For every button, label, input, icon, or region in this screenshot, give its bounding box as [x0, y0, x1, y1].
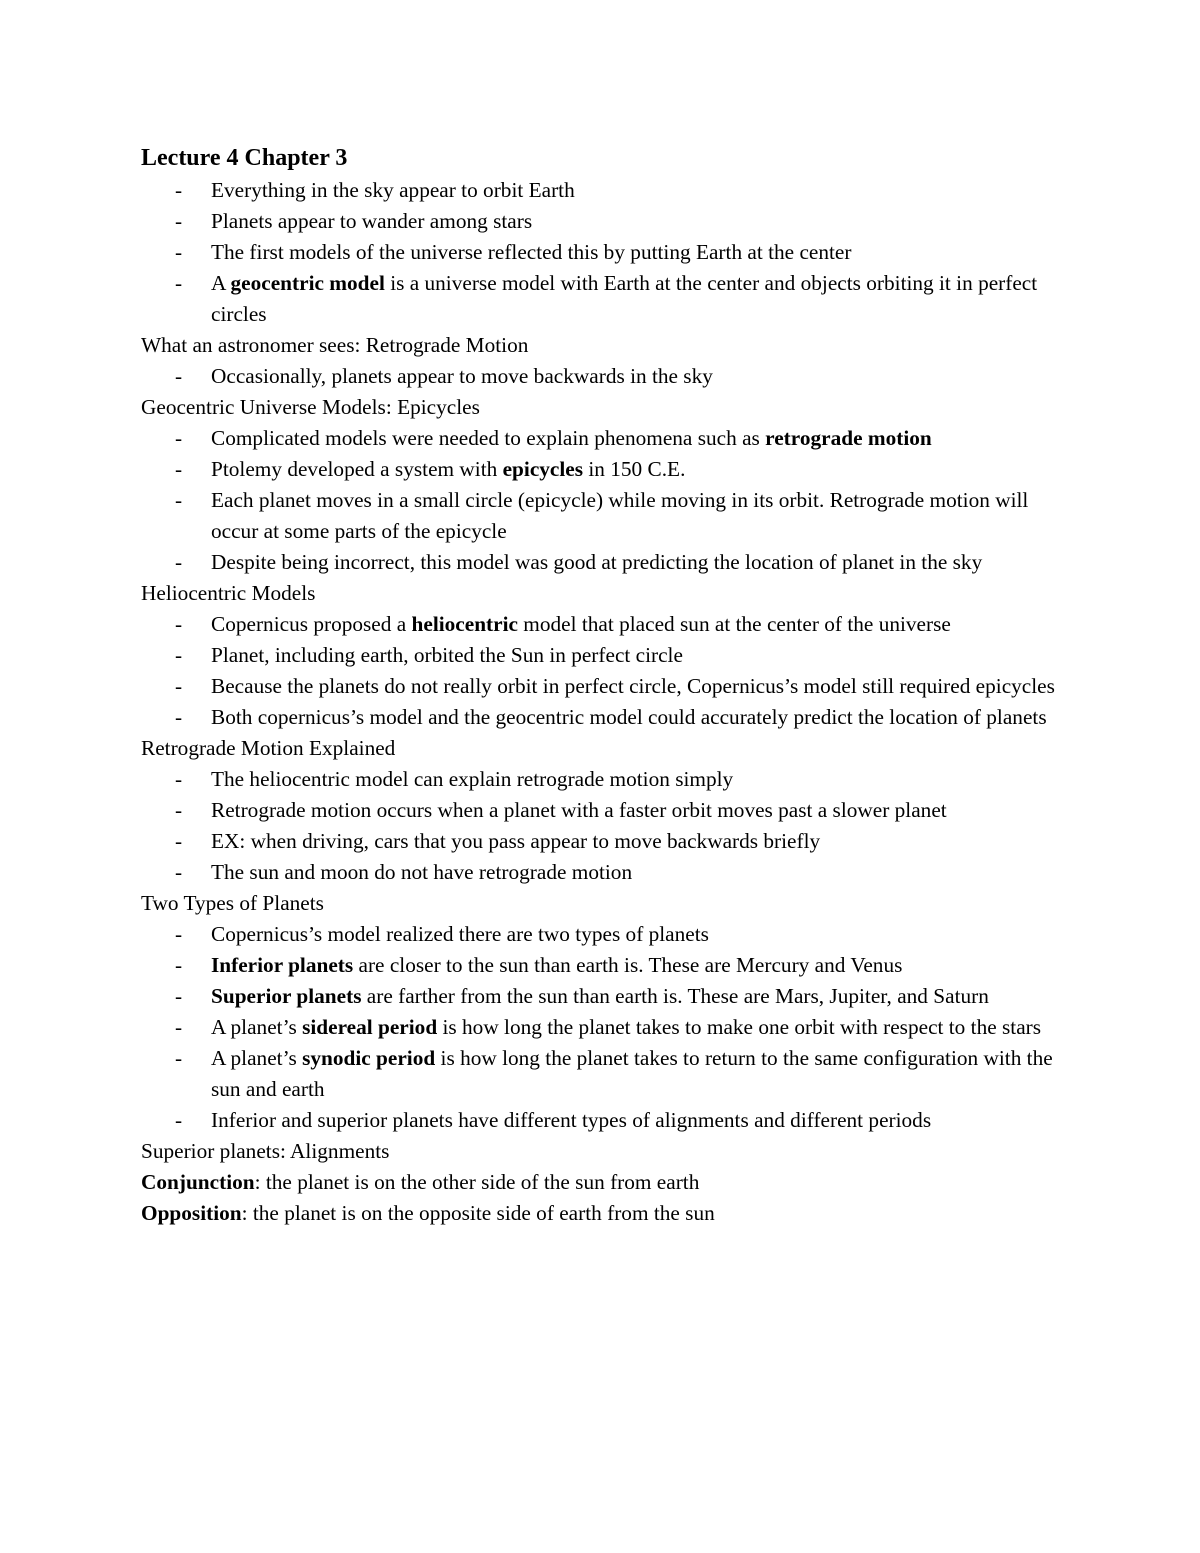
epicycles-list — [141, 423, 1071, 578]
section-heading: Two Types of Planets — [141, 891, 324, 915]
text: Complicated models were needed to explain phenomena such as — [211, 426, 766, 450]
text: is a universe model with Earth at the center and objects orbiting it in perfect circles — [211, 271, 1038, 326]
term-inferior-planets: Inferior planets — [211, 953, 354, 977]
definition-opposition — [141, 1198, 1071, 1229]
list-item: - EX: when driving, cars that you pass appear to move backwards briefly — [141, 826, 1071, 857]
list-item: - Copernicus’s model realized there are two types of planets — [141, 919, 1071, 950]
list-item — [141, 1043, 1071, 1105]
helio-list — [141, 609, 1071, 733]
term-heliocentric: heliocentric — [411, 612, 518, 636]
text: is how long the planet takes to make one orbit with respect to the stars — [437, 1015, 1042, 1039]
list-item: - The heliocentric model can explain retrograde motion simply — [141, 764, 1071, 795]
list-item — [141, 423, 1071, 454]
list-item — [141, 1012, 1071, 1043]
section-heading: Heliocentric Models — [141, 581, 316, 605]
term-synodic-period: synodic period — [302, 1046, 436, 1070]
term-epicycles: epicycles — [502, 457, 584, 481]
list-item: - Retrograde motion occurs when a planet with a faster orbit moves past a slower planet — [141, 795, 1071, 826]
list-item: - Planet, including earth, orbited the Sun in perfect circle — [141, 640, 1071, 671]
term-conjunction: Conjunction — [141, 1170, 255, 1194]
text: are farther from the sun than earth is. These are Mars, Jupiter, and Saturn — [361, 984, 989, 1008]
text: is how long the planet takes to return to the same configuration with the sun and earth — [211, 1046, 1053, 1101]
list-item: - Everything in the sky appear to orbit Earth — [141, 175, 1071, 206]
text: are closer to the sun than earth is. These are Mercury and Venus — [353, 953, 903, 977]
text: Copernicus proposed a — [211, 612, 412, 636]
retro-sees-list — [141, 361, 1071, 392]
term-sidereal-period: sidereal period — [302, 1015, 438, 1039]
section-heading: Geocentric Universe Models: Epicycles — [141, 395, 480, 419]
document-page — [141, 141, 1071, 1229]
list-item — [141, 950, 1071, 981]
intro-list — [141, 175, 1071, 330]
term-opposition: Opposition — [141, 1201, 242, 1225]
text: A — [211, 271, 231, 295]
section-heading: What an astronomer sees: Retrograde Motion — [141, 333, 529, 357]
list-item: - Inferior and superior planets have different types of alignments and different periods — [141, 1105, 1071, 1136]
list-item: - Despite being incorrect, this model was good at predicting the location of planet in the sky — [141, 547, 1071, 578]
term-geocentric-model: geocentric model — [230, 271, 385, 295]
page-title: Lecture 4 Chapter 3 — [141, 145, 348, 171]
list-item: - Planets appear to wander among stars — [141, 206, 1071, 237]
retro-explained-list — [141, 764, 1071, 888]
definition-conjunction — [141, 1167, 1071, 1198]
list-item: - The sun and moon do not have retrograde motion — [141, 857, 1071, 888]
text: : the planet is on the other side of the sun from earth — [254, 1170, 700, 1194]
section-heading: Retrograde Motion Explained — [141, 736, 396, 760]
list-item: - Occasionally, planets appear to move backwards in the sky — [141, 361, 1071, 392]
term-superior-planets: Superior planets — [211, 984, 362, 1008]
text: in 150 C.E. — [583, 457, 686, 481]
list-item: - Both copernicus’s model and the geocentric model could accurately predict the location of planets — [141, 702, 1071, 733]
text: A planet’s — [211, 1046, 303, 1070]
list-item — [141, 981, 1071, 1012]
section-heading: Superior planets: Alignments — [141, 1139, 390, 1163]
term-retrograde-motion: retrograde motion — [765, 426, 932, 450]
text: : the planet is on the opposite side of earth from the sun — [241, 1201, 715, 1225]
text: Ptolemy developed a system with — [211, 457, 503, 481]
text: A planet’s — [211, 1015, 303, 1039]
list-item: - Because the planets do not really orbit in perfect circle, Copernicus’s model still required epicycles — [141, 671, 1071, 702]
list-item — [141, 609, 1071, 640]
two-types-list — [141, 919, 1071, 1136]
list-item: - The first models of the universe reflected this by putting Earth at the center — [141, 237, 1071, 268]
list-item — [141, 454, 1071, 485]
list-item — [141, 268, 1071, 330]
list-item: - Each planet moves in a small circle (epicycle) while moving in its orbit. Retrograde motion will occur at some parts of the epicycle — [141, 485, 1071, 547]
text: model that placed sun at the center of the universe — [517, 612, 951, 636]
